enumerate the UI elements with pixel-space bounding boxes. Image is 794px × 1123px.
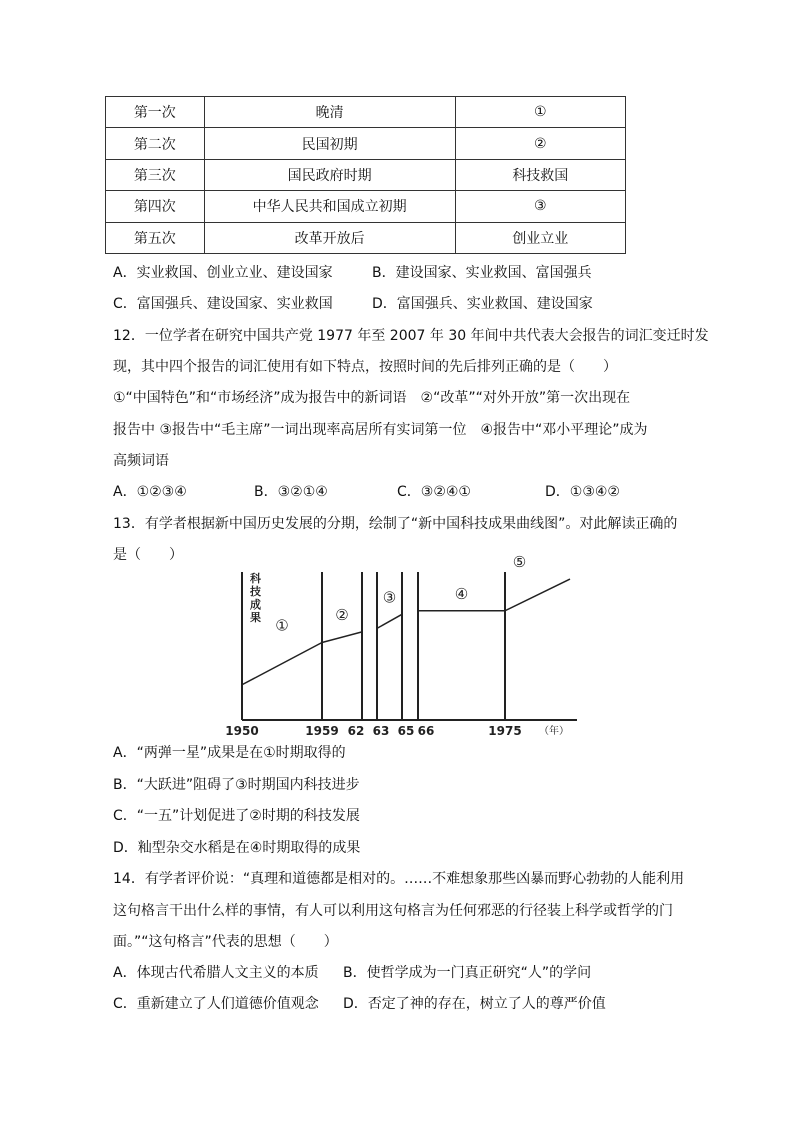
slogan-cell: ② <box>455 128 625 159</box>
y-axis-label-char: 科 <box>250 572 261 585</box>
q14-option-d[interactable]: D．否定了神的存在，树立了人的尊严价值 <box>343 996 606 1012</box>
period-cell: 中华人民共和国成立初期 <box>204 191 455 222</box>
order-cell: 第一次 <box>106 97 205 128</box>
slogan-cell: 创业立业 <box>455 222 625 253</box>
series-segment <box>322 632 362 643</box>
q11-option-a[interactable]: A．实业救国、创业立业、建设国家 <box>113 265 333 281</box>
era-table-row <box>106 128 626 159</box>
q12-option-d[interactable]: D．①③④② <box>545 484 620 500</box>
period-label: ③ <box>382 588 397 607</box>
q12-option-b[interactable]: B．③②①④ <box>254 484 328 500</box>
x-tick-label: 62 <box>347 724 365 738</box>
q14-option-b[interactable]: B．使哲学成为一门真正研究“人”的学问 <box>343 965 592 981</box>
order-cell: 第五次 <box>106 222 205 253</box>
x-axis-unit-label: （年） <box>539 726 569 737</box>
x-tick-label: 66 <box>417 724 435 738</box>
q12-items-line-3: 高频词语 <box>113 453 169 469</box>
era-table-row <box>106 159 626 190</box>
q11-option-c[interactable]: C．富国强兵、建设国家、实业救国 <box>113 296 333 312</box>
order-cell: 第二次 <box>106 128 205 159</box>
period-label: ① <box>275 616 289 635</box>
series-segment <box>505 579 570 611</box>
x-tick-label: 1950 <box>225 724 259 738</box>
slogan-cell: ③ <box>455 191 625 222</box>
q14-stem-line-1: 14．有学者评价说：“真理和道德都是相对的。……不难想象那些凶暴而野心勃勃的人能利用 <box>113 871 685 887</box>
q11-option-d[interactable]: D．富国强兵、实业救国、建设国家 <box>372 296 593 312</box>
period-label: ② <box>335 605 349 624</box>
q12-items-line-1: ①“中国特色”和“市场经济”成为报告中的新词语 ②“改革”“对外开放”第一次出现在 <box>113 390 631 406</box>
q13-option-a[interactable]: A．“两弹一星”成果是在①时期取得的 <box>113 745 346 761</box>
x-tick-label: 1975 <box>488 724 522 738</box>
q14-option-a[interactable]: A．体现古代希腊人文主义的本质 <box>113 965 319 981</box>
x-tick-label: 63 <box>372 724 390 738</box>
q12-option-a[interactable]: A．①②③④ <box>113 484 187 500</box>
q13-stem-line-2: 是（ ） <box>113 547 183 563</box>
period-label: ⑤ <box>512 553 527 572</box>
period-label: ④ <box>454 584 469 603</box>
period-cell: 改革开放后 <box>204 222 455 253</box>
q14-option-c[interactable]: C．重新建立了人们道德价值观念 <box>113 996 319 1012</box>
q14-stem-line-3: 面。”“这句格言”代表的思想（ ） <box>113 934 338 950</box>
order-cell: 第三次 <box>106 159 205 190</box>
y-axis-label-char: 果 <box>250 611 261 624</box>
q13-option-b[interactable]: B．“大跃进”阻碍了③时期国内科技进步 <box>113 777 360 793</box>
y-axis-label-char: 成 <box>250 598 261 611</box>
era-table-row <box>106 191 626 222</box>
x-tick-label: 1959 <box>305 724 339 738</box>
period-cell: 民国初期 <box>204 128 455 159</box>
order-cell: 第四次 <box>106 191 205 222</box>
era-table-row <box>106 222 626 253</box>
era-table-row <box>106 97 626 128</box>
q14-stem-line-2: 这句格言干出什么样的事情，有人可以利用这句格言为任何邪恶的行径装上科学或哲学的门 <box>113 903 673 919</box>
era-table <box>105 96 626 254</box>
series-segment <box>242 642 322 684</box>
x-tick-label: 65 <box>397 724 415 738</box>
q12-option-c[interactable]: C．③②④① <box>397 484 471 500</box>
q13-stem-line-1: 13．有学者根据新中国历史发展的分期，绘制了“新中国科技成果曲线图”。对此解读正确的 <box>113 516 678 532</box>
q13-option-d[interactable]: D．籼型杂交水稻是在④时期取得的成果 <box>113 840 361 856</box>
q13-option-c[interactable]: C．“一五”计划促进了②时期的科技发展 <box>113 808 360 824</box>
slogan-cell: 科技救国 <box>455 159 625 190</box>
q12-items-line-2: 报告中 ③报告中“毛主席”一词出现率高居所有实词第一位 ④报告中“邓小平理论”成为 <box>113 422 648 438</box>
period-cell: 晚清 <box>204 97 455 128</box>
tech-achievement-chart <box>225 553 592 742</box>
slogan-cell: ① <box>455 97 625 128</box>
q12-stem-line-2: 现，其中四个报告的词汇使用有如下特点，按照时间的先后排列正确的是（ ） <box>113 359 617 375</box>
q12-stem-line-1: 12．一位学者在研究中国共产党 1977 年至 2007 年 30 年间中共代表大会报告的词汇变迁时发 <box>113 328 709 344</box>
y-axis-label-char: 技 <box>250 585 261 598</box>
q11-option-b[interactable]: B．建设国家、实业救国、富国强兵 <box>372 265 592 281</box>
series-segment <box>377 614 402 628</box>
period-cell: 国民政府时期 <box>204 159 455 190</box>
